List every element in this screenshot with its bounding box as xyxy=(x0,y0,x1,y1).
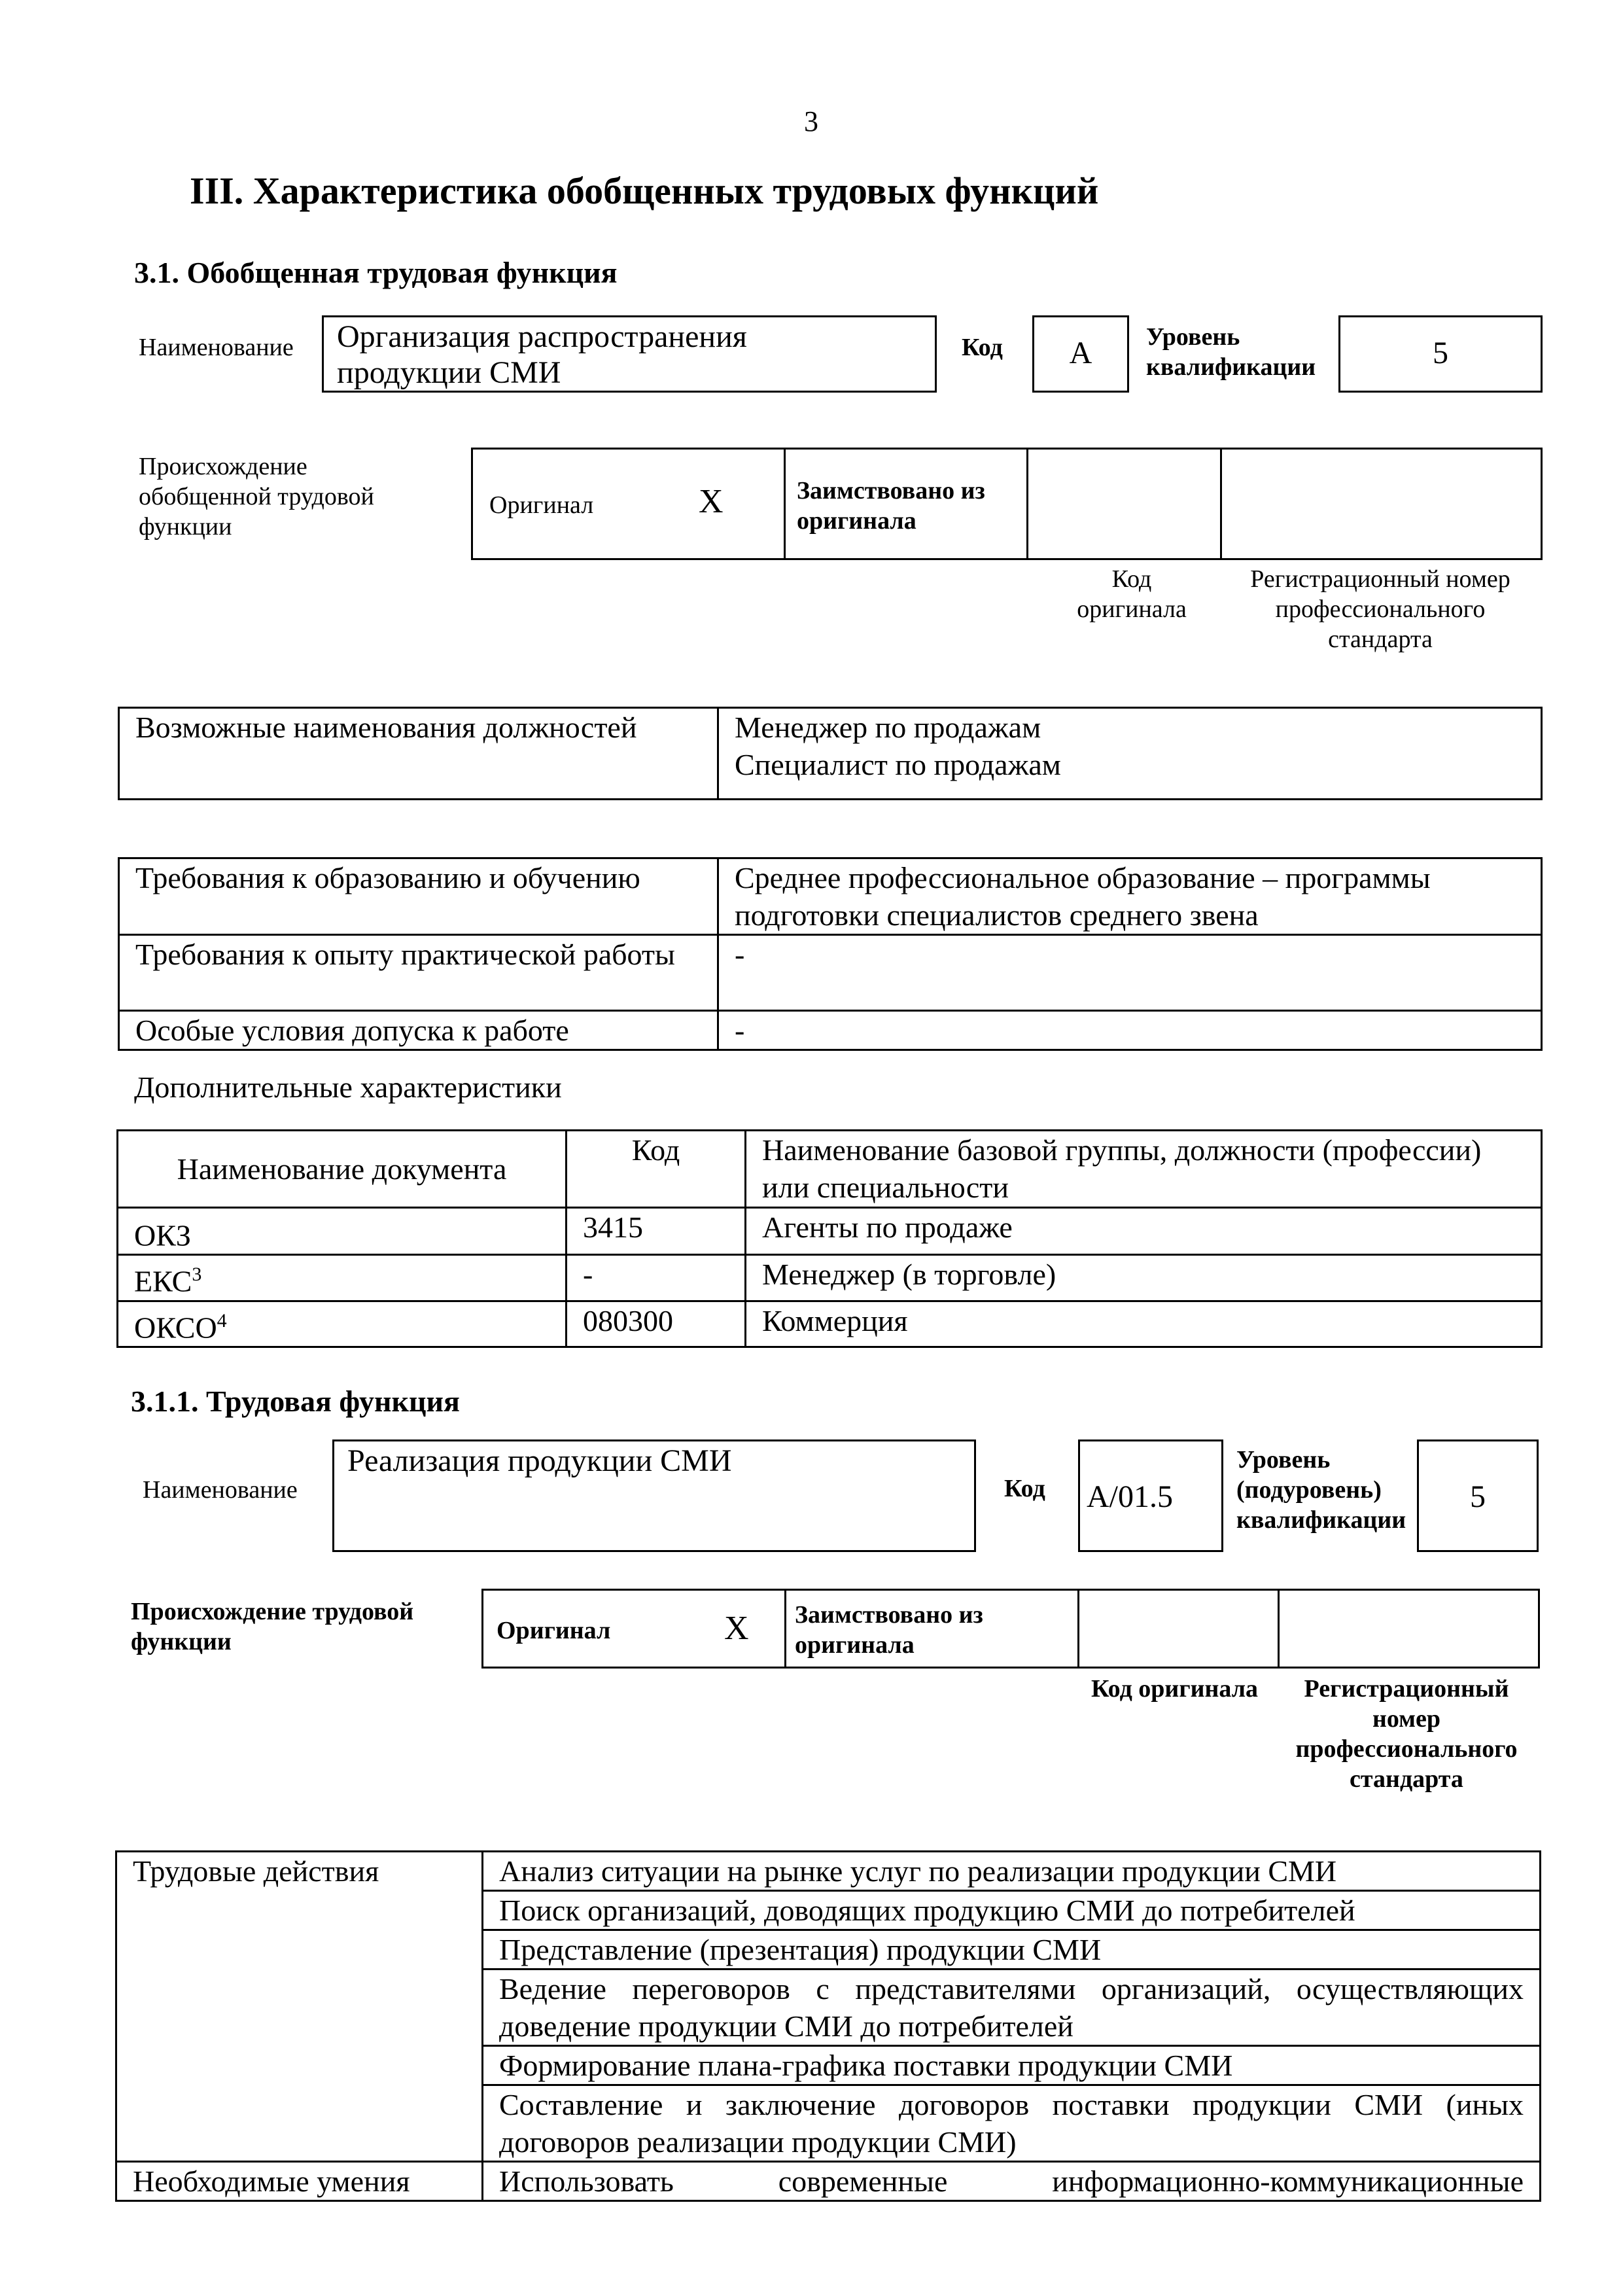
gtf-origin-original: Оригинал xyxy=(489,491,594,519)
additional-name: Агенты по продаже xyxy=(746,1208,1542,1255)
requirements-row xyxy=(119,1011,1542,1050)
additional-header-code: Код xyxy=(567,1131,746,1208)
tf-origin-mark: X xyxy=(724,1610,749,1647)
req-education-label: Требования к образованию и обучению xyxy=(119,858,718,935)
tf-caption-code: Код оригинала xyxy=(1091,1675,1259,1703)
additional-code: - xyxy=(567,1255,746,1301)
tf-code-box xyxy=(1078,1439,1223,1552)
gtf-heading: 3.1. Обобщенная трудовая функция xyxy=(134,256,618,289)
tf-level-value: 5 xyxy=(1470,1479,1486,1514)
gtf-name-box xyxy=(322,315,937,393)
req-education-value: Среднее профессиональное образование – программы подготовки специалистов среднего звена xyxy=(718,858,1542,935)
gtf-origin-label: Происхождение обобщенной трудовой функции xyxy=(139,453,374,540)
gtf-code-box xyxy=(1032,315,1129,393)
gtf-origin-box xyxy=(471,448,1543,560)
table-row xyxy=(116,1852,1541,1891)
positions-value: Менеджер по продажам Специалист по продажам xyxy=(718,708,1542,800)
gtf-origin-mark: X xyxy=(699,483,724,520)
req-conditions-value: - xyxy=(718,1011,1542,1050)
gtf-level-label: Уровень квалификации xyxy=(1146,323,1316,381)
gtf-caption-reg: Регистрационный номер профессионального стандарта xyxy=(1250,565,1510,653)
tf-name-value: Реализация продукции СМИ xyxy=(347,1443,732,1478)
additional-doc: ОКЗ xyxy=(118,1208,567,1255)
requirements-row xyxy=(119,858,1542,935)
req-conditions-label: Особые условия допуска к работе xyxy=(119,1011,718,1050)
requirements-table xyxy=(118,857,1543,1051)
section-title: III. Характеристика обобщенных трудовых функций xyxy=(190,169,1099,212)
additional-doc: ОКСО$^4$ xyxy=(118,1301,567,1347)
gtf-level-box xyxy=(1338,315,1543,393)
skills-label: Необходимые умения xyxy=(116,2162,483,2201)
page-number: 3 xyxy=(804,105,818,137)
skill-item: Использовать современные информационно-коммуникационные xyxy=(483,2162,1541,2201)
action-item: Анализ ситуации на рынке услуг по реализации продукции СМИ xyxy=(483,1852,1541,1891)
additional-code: 080300 xyxy=(567,1301,746,1347)
tf-level-box xyxy=(1417,1439,1539,1552)
gtf-level-value: 5 xyxy=(1433,336,1448,370)
req-experience-value: - xyxy=(718,935,1542,1011)
additional-title: Дополнительные характеристики xyxy=(134,1070,562,1104)
tf-origin-box xyxy=(481,1589,1540,1669)
tf-origin-borrowed: Заимствовано из оригинала xyxy=(795,1601,983,1659)
table-row xyxy=(118,1255,1542,1301)
req-experience-label: Требования к опыту практической работы xyxy=(119,935,718,1011)
action-item: Ведение переговоров с представителями организаций, осуществляющих доведение продукции СМИ до потребителей xyxy=(483,1969,1541,2046)
action-item: Представление (презентация) продукции СМИ xyxy=(483,1930,1541,1969)
positions-table xyxy=(118,707,1543,800)
additional-header-name: Наименование базовой группы, должности (профессии) или специальности xyxy=(746,1131,1542,1208)
table-row xyxy=(118,1301,1542,1347)
gtf-name-value: Организация распространения продукции СМИ xyxy=(337,319,747,390)
tf-name-label: Наименование xyxy=(143,1476,298,1504)
table-row xyxy=(116,2162,1541,2201)
additional-name: Коммерция xyxy=(746,1301,1542,1347)
additional-name: Менеджер (в торговле) xyxy=(746,1255,1542,1301)
gtf-caption-code: Код оригинала xyxy=(1077,565,1187,623)
tf-code-label: Код xyxy=(1004,1475,1045,1502)
table-row xyxy=(118,1208,1542,1255)
positions-label: Возможные наименования должностей xyxy=(119,708,718,800)
gtf-code-label: Код xyxy=(962,334,1003,361)
action-item: Поиск организаций, доводящих продукцию СМИ до потребителей xyxy=(483,1891,1541,1930)
additional-doc: ЕКС$^3$ xyxy=(118,1255,567,1301)
requirements-row xyxy=(119,935,1542,1011)
actions-table xyxy=(115,1850,1541,2202)
tf-origin-label: Происхождение трудовой функции xyxy=(131,1598,414,1655)
additional-table xyxy=(116,1129,1543,1348)
action-item: Составление и заключение договоров поставки продукции СМИ (иных договоров реализации продукции СМИ) xyxy=(483,2085,1541,2162)
tf-heading: 3.1.1. Трудовая функция xyxy=(131,1385,460,1418)
tf-origin-original: Оригинал xyxy=(497,1617,611,1644)
gtf-name-label: Наименование xyxy=(139,334,294,361)
actions-label: Трудовые действия xyxy=(116,1852,483,2162)
tf-caption-reg: Регистрационный номер профессионального стандарта xyxy=(1295,1675,1518,1793)
tf-level-label: Уровень (подуровень) квалификации xyxy=(1236,1446,1406,1534)
additional-code: 3415 xyxy=(567,1208,746,1255)
gtf-code-value: А xyxy=(1069,336,1092,370)
tf-code-value: A/01.5 xyxy=(1087,1479,1173,1514)
action-item: Формирование плана-графика поставки продукции СМИ xyxy=(483,2046,1541,2085)
additional-header-doc: Наименование документа xyxy=(118,1131,567,1208)
tf-name-box xyxy=(332,1439,976,1552)
gtf-origin-borrowed: Заимствовано из оригинала xyxy=(797,477,985,535)
